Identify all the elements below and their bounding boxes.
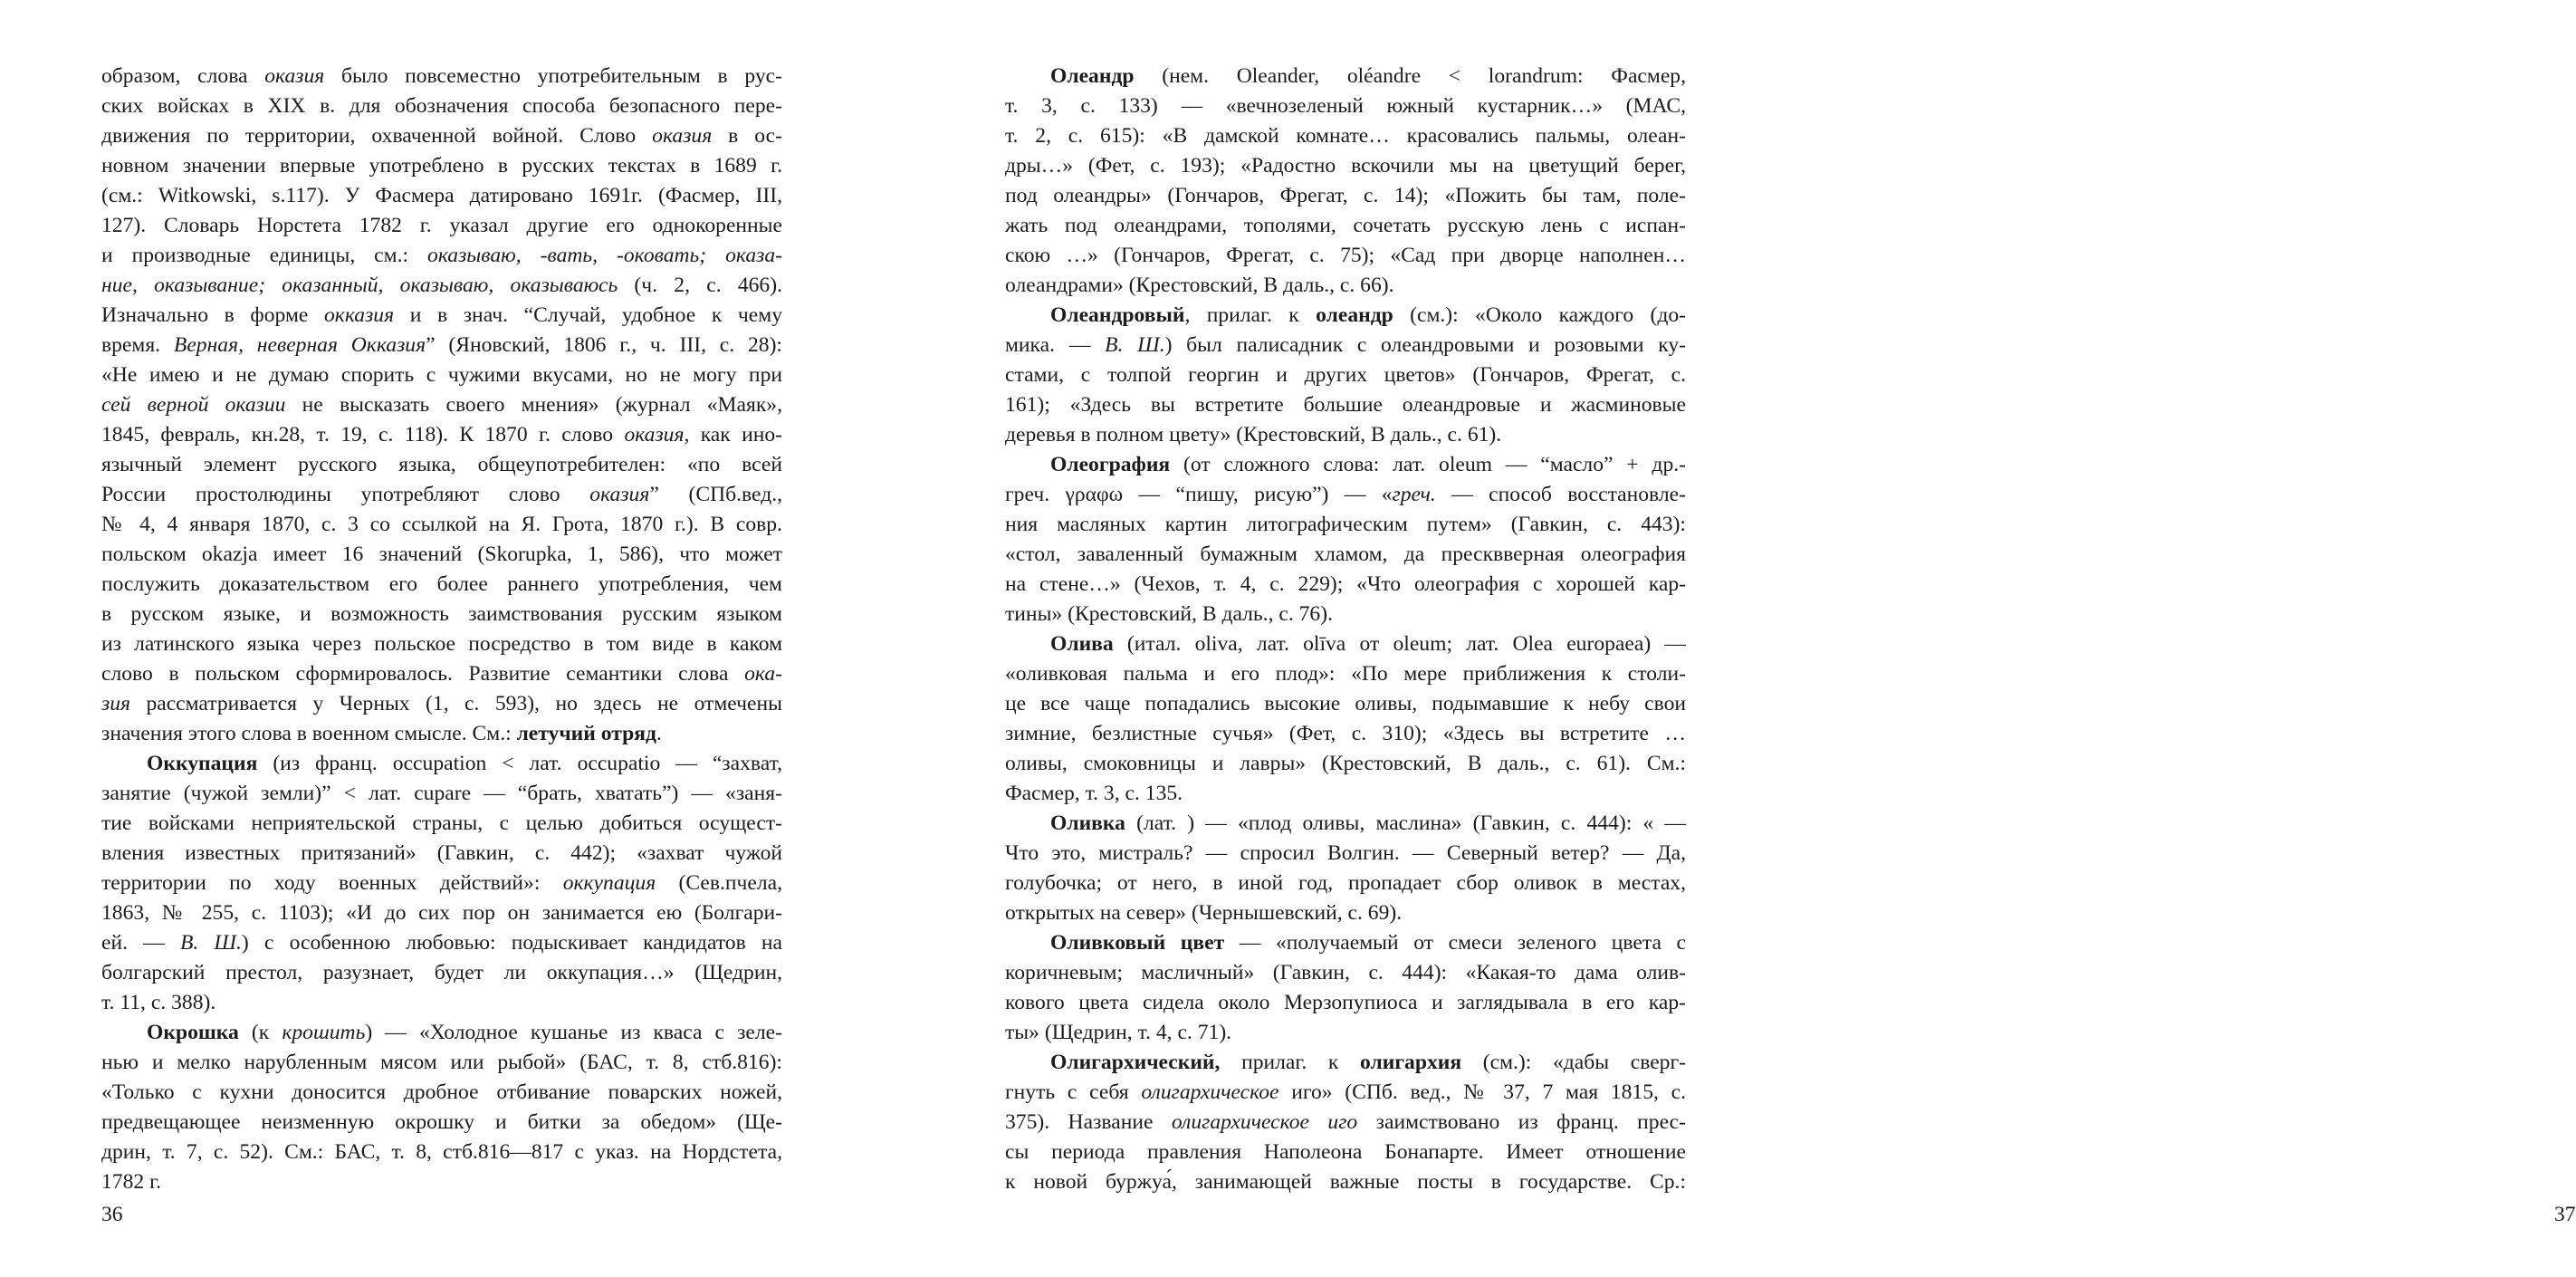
- headword: Оливка: [1050, 811, 1125, 835]
- text-segment: предвещающее неизменную окрошку и битки за обедом» (Ще-: [101, 1110, 782, 1134]
- text-segment: болгарский престол, разузнает, будет ли оккупация…» (Щедрин,: [101, 961, 782, 984]
- italic-text: зия: [101, 692, 130, 715]
- text-line: [101, 869, 782, 898]
- text-segment: ) с особенною любовью: подыскивает кандидатов на: [241, 931, 783, 955]
- text-segment: послужить доказательством его более раннего употребления, чем: [101, 572, 782, 596]
- text-segment: заимствовано из франц. прес-: [1357, 1110, 1686, 1134]
- headword: Олигархический,: [1050, 1051, 1221, 1074]
- text-segment: ) — «Холодное кушанье из кваса с зеле-: [365, 1021, 782, 1044]
- headword: Окрошка: [147, 1021, 239, 1044]
- text-segment: (см.): «дабы сверг-: [1461, 1051, 1686, 1074]
- text-line: [1005, 570, 1686, 600]
- text-line: [101, 1138, 782, 1167]
- text-segment: (к: [238, 1021, 282, 1044]
- text-line: [101, 540, 782, 570]
- text-line: [1005, 1018, 1686, 1048]
- text-line: [101, 600, 782, 629]
- text-line: [1005, 629, 1686, 659]
- headword: Олеандр: [1050, 64, 1135, 88]
- headword: Олеандровый: [1050, 303, 1185, 327]
- right-text-column: [1005, 62, 1686, 1197]
- text-segment: деревья в полном цвету» (Крестовский, В даль., с. 61).: [1005, 423, 1502, 446]
- text-line: [101, 719, 782, 749]
- text-segment: новном значении впервые употреблено в русских текстах в 1689 г.: [101, 154, 782, 178]
- text-segment: скою …» (Гончаров, Фрегат, с. 75); «Сад при дворце наполнен…: [1005, 244, 1686, 267]
- text-line: [101, 1108, 782, 1138]
- text-line: [1005, 241, 1686, 271]
- text-segment: т. 2, с. 615): «В дамской комнате… красовались пальмы, олеан-: [1005, 124, 1686, 148]
- text-segment: Что это, мистраль? — спросил Волгин. — Северный ветер? — Да,: [1005, 841, 1686, 865]
- text-segment: , как ино-: [684, 423, 782, 446]
- text-segment: на стене…» (Чехов, т. 4, с. 229); «Что олеография с хорошей кар-: [1005, 572, 1686, 596]
- text-line: [1005, 420, 1686, 450]
- text-segment: 375). Название: [1005, 1110, 1172, 1134]
- text-line: [101, 629, 782, 659]
- text-line: [1005, 480, 1686, 510]
- text-segment: польском okazja имеет 16 значений (Skorupka, 1, 586), что может: [101, 542, 782, 566]
- text-line: [1005, 181, 1686, 211]
- italic-text: оказия: [652, 124, 713, 148]
- italic-text: ние, оказывание; оказанный, оказываю, оказываюсь: [101, 274, 618, 297]
- text-segment: нью и мелко нарубленным мясом или рыбой» (БАС, т. 8, стб.816):: [101, 1051, 782, 1074]
- text-line: [1005, 779, 1686, 809]
- text-segment: сы периода правления Наполеона Бонапарте. Имеет отношение: [1005, 1140, 1686, 1164]
- text-line: [1005, 331, 1686, 360]
- text-line: [1005, 719, 1686, 749]
- text-segment: ” (СПб.вед.,: [649, 483, 782, 506]
- text-segment: олеандрами» (Крестовский, В даль., с. 66).: [1005, 274, 1394, 297]
- text-line: [101, 360, 782, 390]
- text-segment: и производные единицы, см.:: [101, 244, 428, 267]
- text-line: [101, 151, 782, 181]
- text-line: [1005, 151, 1686, 181]
- text-line: [1005, 839, 1686, 869]
- text-line: [1005, 91, 1686, 121]
- text-segment: (ч. 2, с. 466).: [618, 274, 782, 297]
- text-segment: гнуть с себя: [1005, 1080, 1142, 1104]
- text-line: [1005, 809, 1686, 839]
- text-segment: ей. —: [101, 931, 180, 955]
- text-line: [1005, 749, 1686, 779]
- text-segment: слово в польском сформировалось. Развитие семантики слова: [101, 662, 745, 686]
- text-segment: было повсеместно употребительным в рус-: [324, 64, 782, 88]
- italic-text: крошить: [282, 1021, 366, 1044]
- text-line: [101, 91, 782, 121]
- text-line: [101, 211, 782, 241]
- text-line: [1005, 1108, 1686, 1138]
- text-segment: 1782 г.: [101, 1170, 161, 1194]
- italic-text: ока-: [744, 662, 782, 686]
- text-segment: дрин, т. 7, с. 52). См.: БАС, т. 8, стб.816—817 с указ. на Нордстета,: [101, 1140, 782, 1164]
- text-segment: дры…» (Фет, с. 193); «Радостно вскочили мы на цветущий берег,: [1005, 154, 1686, 178]
- text-line: [101, 1018, 782, 1048]
- text-segment: (из франц. occupation < лат. occupatio — “захват,: [257, 752, 782, 775]
- text-segment: Изначально в форме: [101, 303, 324, 327]
- text-line: [101, 450, 782, 480]
- text-line: [101, 1078, 782, 1108]
- text-segment: территории по ходу военных действий»:: [101, 871, 563, 895]
- text-segment: значения этого слова в военном смысле. См.:: [101, 722, 517, 745]
- text-line: [1005, 1078, 1686, 1108]
- headword: Олива: [1050, 632, 1114, 656]
- text-segment: , прилаг. к: [1184, 303, 1317, 327]
- italic-text: оккупация: [562, 871, 656, 895]
- text-line: [1005, 958, 1686, 988]
- italic-text: греч.: [1392, 483, 1436, 506]
- text-segment: мика. —: [1005, 333, 1106, 357]
- text-segment: и в знач. “Случай, удобное к чему: [394, 303, 782, 327]
- text-line: [1005, 390, 1686, 420]
- headword: летучий отряд: [516, 722, 656, 745]
- text-segment: (нем. Oleander, oléandre < lorandrum: Фасмер,: [1134, 64, 1686, 88]
- text-line: [101, 958, 782, 988]
- text-segment: № 4, 4 января 1870, с. 3 со ссылкой на Я. Грота, 1870 г.). В совр.: [101, 513, 782, 536]
- text-line: [101, 420, 782, 450]
- text-line: [101, 271, 782, 301]
- text-line: [101, 570, 782, 600]
- text-segment: .: [656, 722, 662, 745]
- text-segment: (от сложного слова: лат. oleum — “масло” + др.-: [1170, 453, 1686, 476]
- text-line: [1005, 689, 1686, 719]
- italic-text: оказываю, -вать, -оковать; оказа-: [427, 244, 782, 267]
- text-segment: ) был палисадник с олеандровыми и розовыми ку-: [1164, 333, 1686, 357]
- text-line: [101, 839, 782, 869]
- text-line: [101, 301, 782, 331]
- italic-text: Верная, неверная Окказия: [173, 333, 426, 357]
- text-line: [101, 480, 782, 510]
- text-segment: тие войсками неприятельской страны, с целью добиться осущест-: [101, 811, 782, 835]
- text-segment: зимние, безлистные сучья» (Фет, с. 310); «Здесь вы встретите …: [1005, 722, 1686, 745]
- text-segment: ты» (Щедрин, т. 4, с. 71).: [1005, 1021, 1232, 1044]
- text-line: [1005, 1048, 1686, 1078]
- page-number-right: 37: [2554, 1203, 2576, 1226]
- text-segment: стами, с толпой георгин и других цветов» (Гончаров, Фрегат, с.: [1005, 363, 1686, 387]
- text-line: [101, 121, 782, 151]
- text-segment: 161); «Здесь вы встретите большие олеандровые и жасминовые: [1005, 393, 1686, 417]
- text-line: [101, 241, 782, 271]
- text-line: [101, 749, 782, 779]
- text-segment: (лат. ) — «плод оливы, маслина» (Гавкин, с. 444): « —: [1125, 811, 1686, 835]
- text-segment: 127). Словарь Норстета 1782 г. указал другие его однокоренные: [101, 214, 782, 237]
- italic-text: окказия: [324, 303, 395, 327]
- text-segment: под олеандры» (Гончаров, Фрегат, с. 14); «Пожить бы там, поле-: [1005, 184, 1686, 207]
- text-segment: России простолюдины употребляют слово: [101, 483, 590, 506]
- text-line: [101, 689, 782, 719]
- text-segment: рассматривается у Черных (1, с. 593), но здесь не отмечены: [129, 692, 782, 715]
- text-line: [101, 510, 782, 540]
- text-line: [101, 331, 782, 360]
- text-segment: вления известных притязаний» (Гавкин, с. 442); «захват чужой: [101, 841, 782, 865]
- text-line: [1005, 271, 1686, 301]
- italic-text: олигархическое: [1141, 1080, 1279, 1104]
- headword: олигархия: [1360, 1051, 1462, 1074]
- text-segment: Фасмер, т. 3, с. 135.: [1005, 782, 1183, 805]
- italic-text: оказия: [624, 423, 685, 446]
- text-segment: (Сев.пчела,: [656, 871, 782, 895]
- text-segment: время.: [101, 333, 174, 357]
- text-segment: оливы, смоковницы и лавры» (Крестовский, В даль., с. 61). См.:: [1005, 752, 1686, 775]
- text-segment: образом, слова: [101, 64, 265, 88]
- italic-text: олигархическое иго: [1171, 1110, 1358, 1134]
- headword: Оккупация: [147, 752, 258, 775]
- text-line: [1005, 988, 1686, 1018]
- text-segment: — «получаемый от смеси зеленого цвета с: [1224, 931, 1686, 955]
- text-segment: движения по территории, охваченной войной. Слово: [101, 124, 653, 148]
- text-segment: тины» (Крестовский, В даль., с. 76).: [1005, 602, 1333, 626]
- text-segment: т. 3, с. 133) — «вечнозеленый южный кустарник…» (МАС,: [1005, 94, 1686, 118]
- text-line: [101, 390, 782, 420]
- text-segment: греч. γραφω — “пишу, рисую”) — «: [1005, 483, 1393, 506]
- text-segment: занятие (чужой земли)” < лат. cupare — “брать, хватать”) — «заня-: [101, 782, 782, 805]
- text-line: [101, 181, 782, 211]
- page-number-left: 36: [101, 1203, 123, 1226]
- text-line: [101, 988, 782, 1018]
- text-line: [101, 898, 782, 928]
- text-line: [1005, 121, 1686, 151]
- text-segment: прилаг. к: [1220, 1051, 1361, 1074]
- text-segment: 1863, № 255, с. 1103); «И до сих пор он занимается ею (Болгари-: [101, 901, 782, 925]
- text-line: [1005, 450, 1686, 480]
- text-line: [101, 659, 782, 689]
- text-segment: кового цвета сидела около Мерзопупиоса и заглядывала в его кар-: [1005, 991, 1686, 1014]
- left-page: [0, 0, 877, 1277]
- text-line: [1005, 510, 1686, 540]
- text-segment: «оливковая пальма и его плод»: «По мере приближения к столи-: [1005, 662, 1686, 686]
- text-line: [1005, 869, 1686, 898]
- text-line: [101, 1167, 782, 1197]
- text-segment: из латинского языка через польское посредство в том виде в каком: [101, 632, 782, 656]
- text-segment: «Не имею и не думаю спорить с чужими вкусами, но не могу при: [101, 363, 782, 387]
- text-segment: «стол, заваленный бумажным хламом, да пресквверная олеография: [1005, 542, 1686, 566]
- text-segment: (см.: Witkowski, s.117). У Фасмера датировано 1691г. (Фасмер, III,: [101, 184, 782, 207]
- text-segment: не высказать своего мнения» (журнал «Маяк»,: [285, 393, 782, 417]
- text-line: [1005, 928, 1686, 958]
- text-segment: в ос-: [712, 124, 782, 148]
- text-line: [101, 928, 782, 958]
- text-line: [1005, 1167, 1686, 1197]
- text-segment: «Только с кухни доносится дробное отбивание поварских ножей,: [101, 1080, 782, 1104]
- headword: Олеография: [1050, 453, 1171, 476]
- text-segment: к новой буржуа́, занимающей важные посты в государстве. Ср.:: [1005, 1170, 1686, 1194]
- text-line: [1005, 301, 1686, 331]
- text-segment: в русском языке, и возможность заимствования русским языком: [101, 602, 782, 626]
- headword: олеандр: [1316, 303, 1393, 327]
- text-line: [1005, 1138, 1686, 1167]
- text-segment: (итал. oliva, лат. olīva от oleum; лат. Olea europaea) —: [1113, 632, 1686, 656]
- text-line: [1005, 540, 1686, 570]
- text-line: [101, 779, 782, 809]
- text-line: [1005, 62, 1686, 91]
- italic-text: оказия: [264, 64, 325, 88]
- text-segment: открытых на север» (Чернышевский, с. 69).: [1005, 901, 1403, 925]
- text-line: [1005, 898, 1686, 928]
- text-line: [1005, 211, 1686, 241]
- text-line: [1005, 600, 1686, 629]
- italic-text: В. Ш.: [1105, 333, 1165, 357]
- text-line: [1005, 659, 1686, 689]
- text-line: [101, 1048, 782, 1078]
- text-segment: — способ восстановле-: [1435, 483, 1686, 506]
- italic-text: сей верной оказии: [101, 393, 286, 417]
- left-text-column: [101, 62, 782, 1197]
- headword: Оливковый цвет: [1050, 931, 1225, 955]
- text-segment: ских войсках в XIX в. для обозначения способа безопасного пере-: [101, 94, 782, 118]
- text-segment: 1845, февраль, кн.28, т. 19, с. 118). К 1870 г. слово: [101, 423, 625, 446]
- text-segment: жать под олеандрами, тополями, сочетать русскую лень с испан-: [1005, 214, 1686, 237]
- text-segment: голубочка; от него, в иной год, пропадает сбор оливок в местах,: [1005, 871, 1686, 895]
- text-segment: ” (Яновский, 1806 г., ч. III, с. 28):: [426, 333, 782, 357]
- text-segment: ния масляных картин литографическим путем» (Гавкин, с. 443):: [1005, 513, 1686, 536]
- text-segment: коричневым; масличный» (Гавкин, с. 444): «Какая-то дама олив-: [1005, 961, 1686, 984]
- right-page: [877, 0, 2576, 1277]
- text-segment: це все чаще попадались высокие оливы, подымавшие к небу свои: [1005, 692, 1686, 715]
- italic-text: В. Ш.: [179, 931, 242, 955]
- text-line: [1005, 360, 1686, 390]
- text-segment: иго» (СПб. вед., № 37, 7 мая 1815, с.: [1278, 1080, 1687, 1104]
- text-line: [101, 809, 782, 839]
- text-segment: язычный элемент русского языка, общеупотребителен: «по всей: [101, 453, 782, 476]
- text-segment: т. 11, с. 388).: [101, 991, 216, 1014]
- text-segment: (см.): «Около каждого (до-: [1393, 303, 1687, 327]
- italic-text: оказия: [589, 483, 650, 506]
- text-line: [101, 62, 782, 91]
